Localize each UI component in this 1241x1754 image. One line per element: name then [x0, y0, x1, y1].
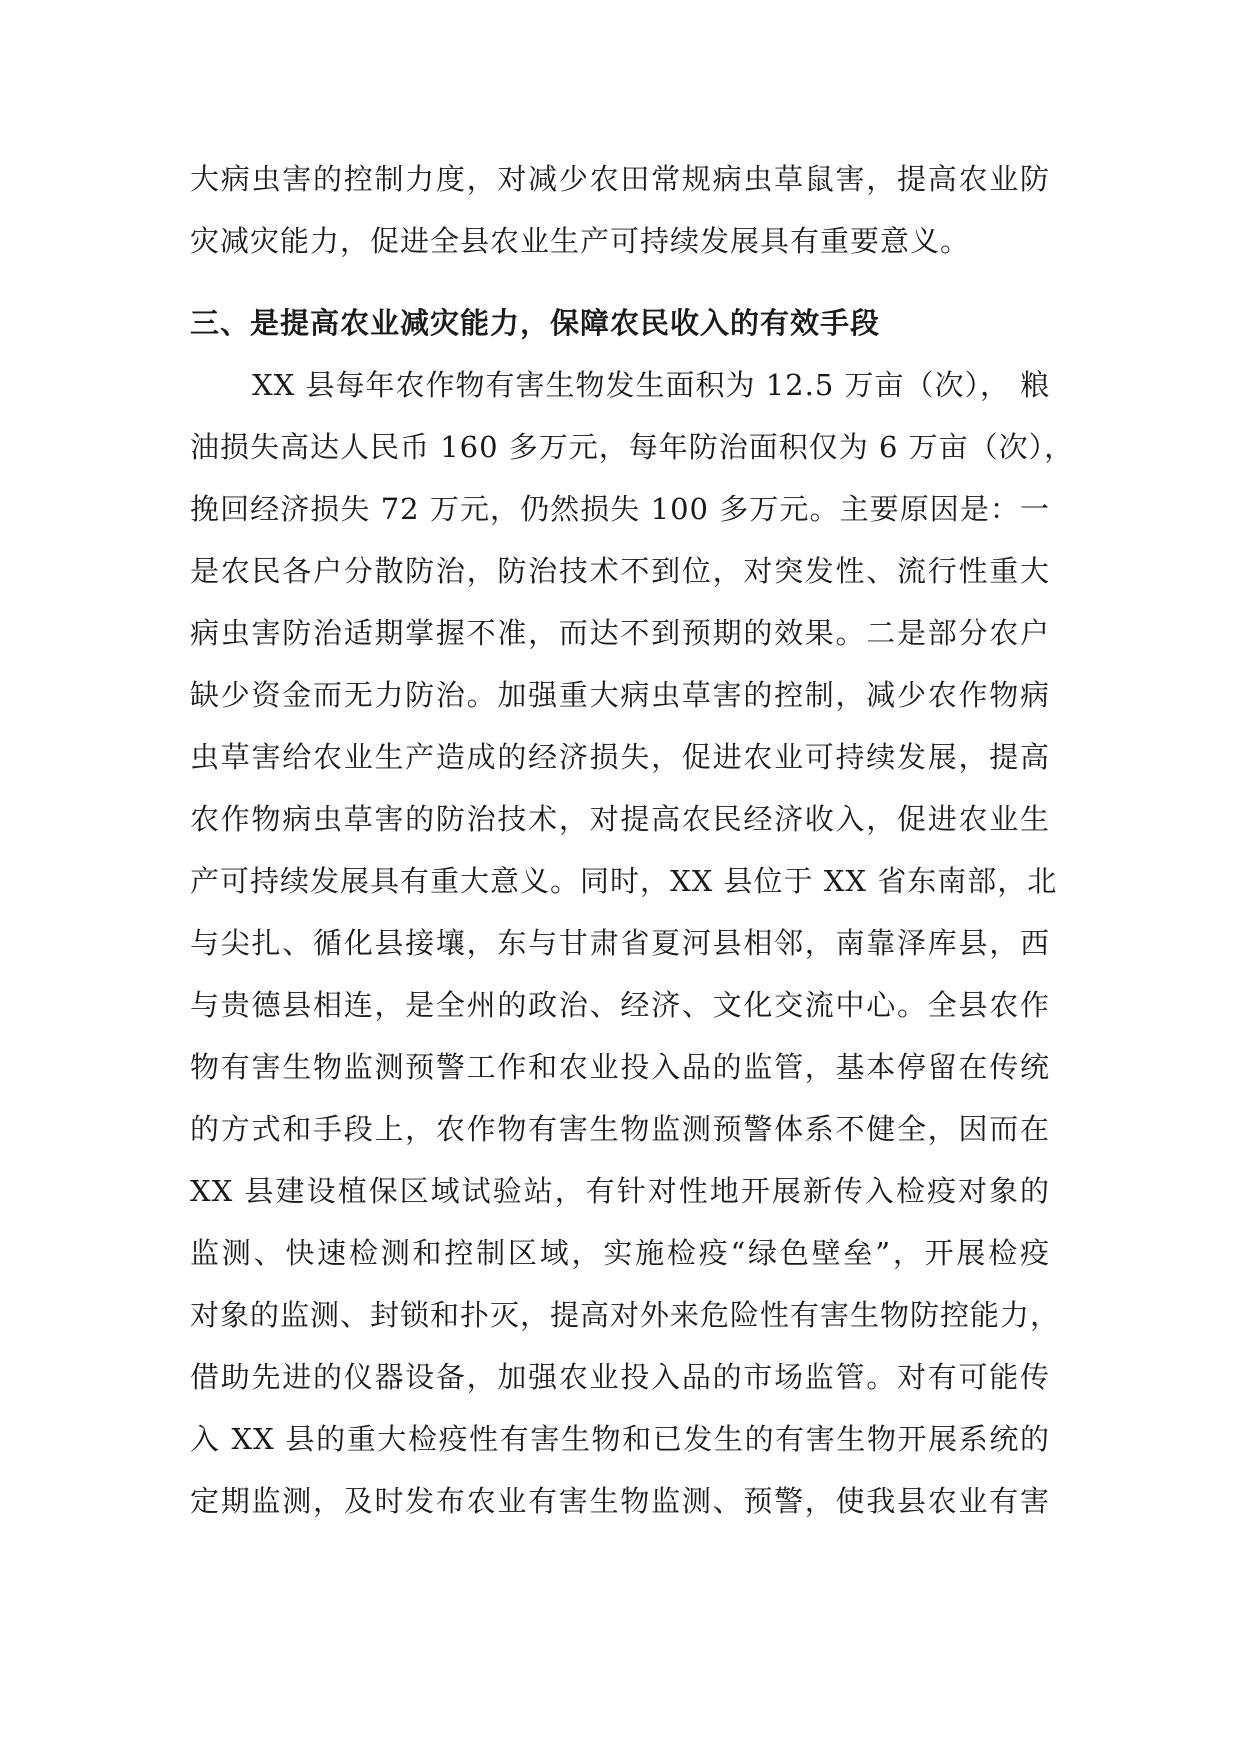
intro-paragraph — [190, 148, 1050, 272]
body-paragraph — [190, 354, 1075, 1532]
text-line: 农作物病虫草害的防治技术，对提高农民经济收入，促进农业生 — [190, 802, 1050, 836]
paragraph-spacer — [190, 272, 1050, 292]
text-line: 对象的监测、封锁和扑灭，提高对外来危险性有害生物防控能力， — [190, 1298, 1061, 1332]
text-line: 定期监测，及时发布农业有害生物监测、预警，使我县农业有害 — [190, 1484, 1050, 1518]
text-line: XX 县建设植保区域试验站，有针对性地开展新传入检疫对象的 — [190, 1174, 1050, 1208]
text-line: XX 县每年农作物有害生物发生面积为 12.5 万亩（次）， 粮 — [252, 368, 1051, 402]
text-line: 虫草害给农业生产造成的经济损失，促进农业可持续发展，提高 — [190, 740, 1050, 774]
text-line: 病虫害防治适期掌握不准，而达不到预期的效果。二是部分农户 — [190, 616, 1050, 650]
text-line: 与贵德县相连，是全州的政治、经济、文化交流中心。全县农作 — [190, 988, 1050, 1022]
text-line: 油损失高达人民币 160 多万元，每年防治面积仅为 6 万亩（次）， — [190, 430, 1075, 464]
text-line: 大病虫害的控制力度，对减少农田常规病虫草鼠害，提高农业防 — [190, 162, 1050, 196]
text-line: 借助先进的仪器设备，加强农业投入品的市场监管。对有可能传 — [190, 1360, 1050, 1394]
text-line: 物有害生物监测预警工作和农业投入品的监管，基本停留在传统 — [190, 1050, 1050, 1084]
text-line: 与尖扎、循化县接壤，东与甘肃省夏河县相邻，南靠泽库县，西 — [190, 926, 1050, 960]
text-line: 监测、快速检测和控制区域，实施检疫“绿色壁垒”，开展检疫 — [190, 1236, 1050, 1270]
section-heading: 三、是提高农业减灾能力，保障农民收入的有效手段 — [190, 306, 881, 340]
text-line: 产可持续发展具有重大意义。同时，XX 县位于 XX 省东南部，北 — [190, 864, 1058, 898]
text-line: 挽回经济损失 72 万元，仍然损失 100 多万元。主要原因是：一 — [190, 492, 1050, 526]
text-line: 灾减灾能力，促进全县农业生产可持续发展具有重要意义。 — [190, 224, 971, 258]
document-body — [190, 148, 1075, 1532]
text-line: 是农民各户分散防治，防治技术不到位，对突发性、流行性重大 — [190, 554, 1050, 588]
text-line: 缺少资金而无力防治。加强重大病虫草害的控制，减少农作物病 — [190, 678, 1050, 712]
text-line: 的方式和手段上，农作物有害生物监测预警体系不健全，因而在 — [190, 1112, 1050, 1146]
text-line: 入 XX 县的重大检疫性有害生物和已发生的有害生物开展系统的 — [190, 1422, 1050, 1456]
